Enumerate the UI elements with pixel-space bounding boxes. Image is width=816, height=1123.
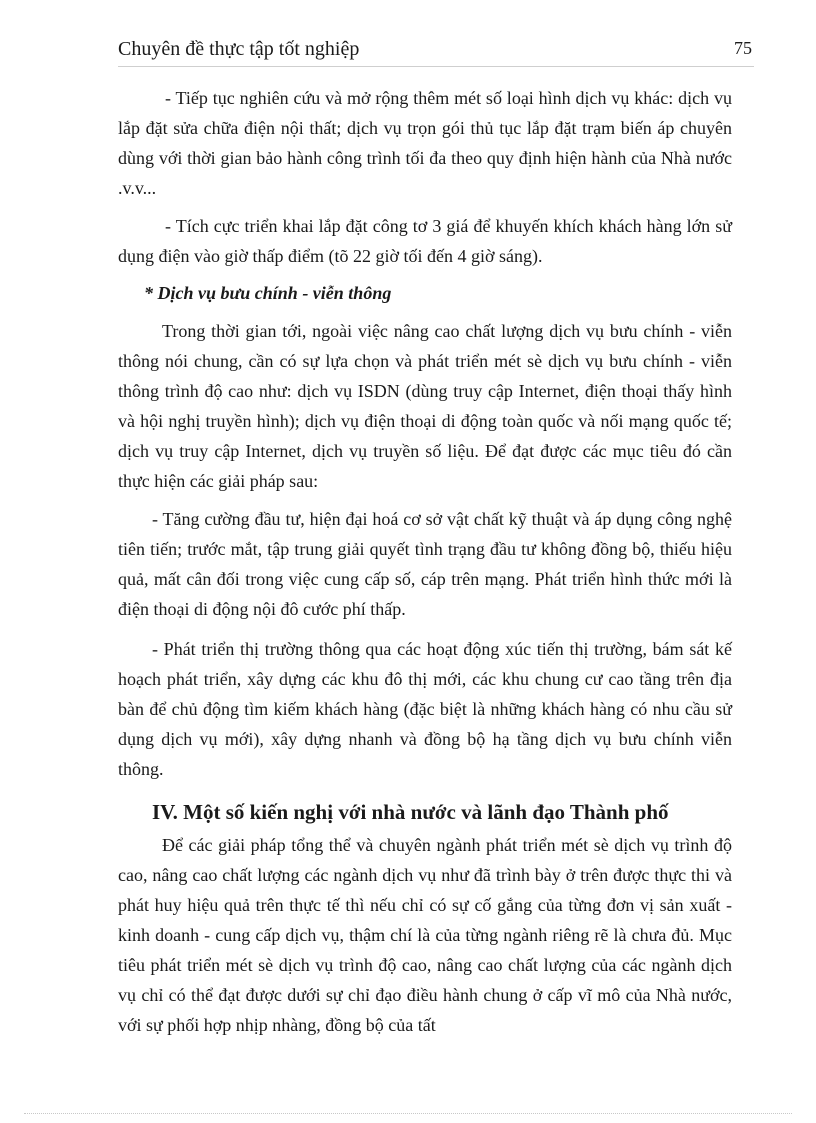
page-bottom-divider bbox=[24, 1113, 792, 1114]
document-body bbox=[118, 83, 732, 1040]
subheading-postal-telecom: * Dịch vụ bưu chính - viễn thông bbox=[144, 283, 392, 303]
paragraph-telecom-overview: Trong thời gian tới, ngoài việc nâng cao chất lượng dịch vụ bưu chính - viễn thông nói chung, cần có sự lựa chọn và phát triển mét sè dịch vụ bưu chính - viễn thông trình độ cao như: dịch vụ ISDN (dùng truy cập Internet, điện thoại thấy hình và hội nghị truyền hình); dịch vụ điện thoại di động toàn quốc và nối mạng quốc tế; dịch vụ truy cập Internet, dịch vụ truyền số liệu. Để đạt được các mục tiêu đó cần thực hiện các giải pháp sau: bbox=[118, 321, 732, 491]
section-title: IV. Một số kiến nghị với nhà nước và lãnh đạo Thành phố bbox=[152, 800, 669, 824]
page-number: 75 bbox=[734, 38, 752, 58]
paragraph-market-development: - Phát triển thị trường thông qua các hoạt động xúc tiến thị trường, bám sát kế hoạch phát triển, xây dựng các khu đô thị mới, các khu chung cư cao tầng trên địa bàn để chủ động tìm kiếm khách hàng (đặc biệt là những khách hàng có nhu cầu sử dụng dịch vụ mới), xây dựng nhanh và đồng bộ hạ tầng dịch vụ bưu chính viễn thông. bbox=[118, 639, 732, 779]
header-divider bbox=[118, 66, 754, 67]
paragraph-service-expansion: - Tiếp tục nghiên cứu và mở rộng thêm mét số loại hình dịch vụ khác: dịch vụ lắp đặt sửa chữa điện nội thất; dịch vụ trọn gói thủ tục lắp đặt trạm biến áp chuyên dùng với thời gian bảo hành công trình tối đa theo quy định hiện hành của Nhà nước .v.v... bbox=[118, 88, 732, 198]
paragraph-investment: - Tăng cường đầu tư, hiện đại hoá cơ sở vật chất kỹ thuật và áp dụng công nghệ tiên tiến; trước mắt, tập trung giải quyết tình trạng đầu tư không đồng bộ, thiếu hiệu quả, mất cân đối trong việc cung cấp số, cáp trên mạng. Phát triển hình thức mới là điện thoại di động nội đô cước phí thấp. bbox=[118, 509, 732, 619]
header-title: Chuyên đề thực tập tốt nghiệp bbox=[118, 38, 360, 60]
page-header bbox=[118, 38, 754, 62]
paragraph-recommendations: Để các giải pháp tổng thể và chuyên ngành phát triển mét sè dịch vụ trình độ cao, nâng cao chất lượng các ngành dịch vụ như đã trình bày ở trên được thực thi và phát huy hiệu quả trên thực tế thì nếu chỉ có sự cố gắng của từng đơn vị sản xuất - kinh doanh - cung cấp dịch vụ, thậm chí là của từng ngành riêng rẽ là chưa đủ. Mục tiêu phát triển mét sè dịch vụ trình độ cao, nâng cao chất lượng của các ngành dịch vụ chỉ có thể đạt được dưới sự chỉ đạo điều hành chung ở cấp vĩ mô của Nhà nước, với sự phối hợp nhịp nhàng, đồng bộ của tất bbox=[118, 835, 732, 1035]
paragraph-meter-installation: - Tích cực triển khai lắp đặt công tơ 3 giá để khuyến khích khách hàng lớn sử dụng điện vào giờ thấp điểm (tõ 22 giờ tối đến 4 giờ sáng). bbox=[118, 216, 732, 266]
